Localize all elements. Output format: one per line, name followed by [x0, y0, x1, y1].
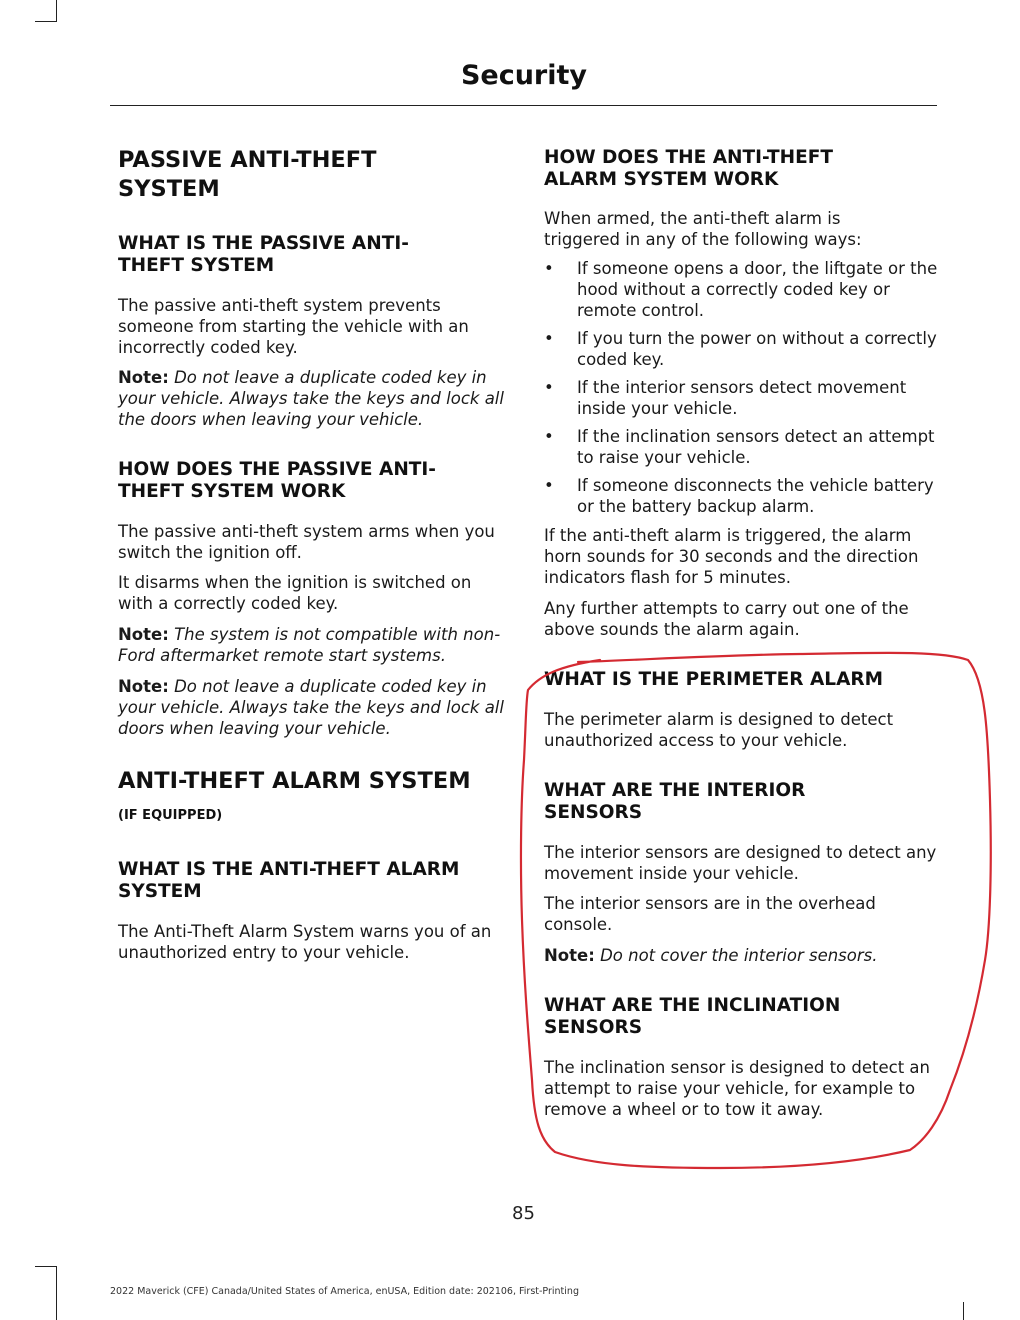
- note-1-text: Do not leave a duplicate coded key in your vehicle. Always take the keys and lock all the doors when leaving your vehicle.: [118, 368, 504, 429]
- how-pats-heading-block: [118, 459, 510, 503]
- further-body-block: [544, 598, 938, 640]
- header-rule: [110, 105, 937, 106]
- note-1: [118, 367, 510, 430]
- interior-body-1: The interior sensors are designed to detect any movement inside your vehicle.: [544, 843, 937, 883]
- what-is-alarm-heading: WHAT IS THE ANTI-THEFT ALARM SYSTEM: [118, 859, 460, 902]
- bullet-marker: •: [544, 259, 554, 278]
- triggered-body: If the anti-theft alarm is triggered, the alarm horn sounds for 30 seconds and the direction indicators flash for 5 minutes.: [544, 526, 919, 587]
- inclination-heading-block: [544, 995, 938, 1039]
- list-item-text: If someone disconnects the vehicle battery or the battery backup alarm.: [577, 476, 934, 516]
- alarm-section-title-block: [118, 767, 510, 796]
- what-is-pats-body-block: [118, 295, 510, 358]
- how-pats-heading: HOW DOES THE PASSIVE ANTI-THEFT SYSTEM WORK: [118, 459, 436, 502]
- alarm-subtitle-block: [118, 807, 510, 825]
- list-item-text: If the interior sensors detect movement inside your vehicle.: [577, 378, 907, 418]
- what-is-pats-body: The passive anti-theft system prevents someone from starting the vehicle with an incorrectly coded key.: [118, 296, 469, 357]
- how-pats-body-1: The passive anti-theft system arms when you switch the ignition off.: [118, 522, 495, 562]
- list-item-text: If someone opens a door, the liftgate or the hood without a correctly coded key or remote control.: [577, 259, 938, 320]
- alarm-subtitle: (IF EQUIPPED): [118, 808, 223, 823]
- note-3: [118, 676, 510, 739]
- further-body: Any further attempts to carry out one of the above sounds the alarm again.: [544, 599, 909, 639]
- note-3-label: Note:: [118, 677, 169, 696]
- perimeter-body: The perimeter alarm is designed to detect unauthorized access to your vehicle.: [544, 710, 894, 750]
- interior-heading: WHAT ARE THE INTERIOR SENSORS: [544, 780, 806, 823]
- note-4: [544, 945, 938, 966]
- how-pats-body-2: It disarms when the ignition is switched on with a correctly coded key.: [118, 573, 472, 613]
- perimeter-heading-block: [544, 669, 938, 691]
- note-2-text: The system is not compatible with non-Ford aftermarket remote start systems.: [118, 625, 501, 665]
- interior-heading-block: [544, 780, 938, 824]
- perimeter-body-block: [544, 709, 938, 751]
- bullet-marker: •: [544, 476, 554, 495]
- trigger-list-block: [544, 258, 938, 524]
- list-item: [544, 377, 938, 419]
- page-section-title: Security: [460, 60, 587, 91]
- alarm-section-title: ANTI-THEFT ALARM SYSTEM: [118, 768, 471, 794]
- footer-edition-info: 2022 Maverick (CFE) Canada/United States of America, enUSA, Edition date: 202106, First-Printing: [110, 1286, 579, 1297]
- bullet-marker: •: [544, 329, 554, 348]
- list-item: [544, 328, 938, 370]
- crop-mark-bottom-right-v: [963, 1302, 964, 1320]
- how-alarm-intro-block: [544, 208, 938, 250]
- note-1-label: Note:: [118, 368, 169, 387]
- trigger-list: [544, 258, 938, 517]
- how-pats-body-1-block: [118, 521, 510, 563]
- note-2-label: Note:: [118, 625, 169, 644]
- list-item-text: If you turn the power on without a correctly coded key.: [577, 329, 937, 369]
- list-item: [544, 475, 938, 517]
- list-item-text: If the inclination sensors detect an attempt to raise your vehicle.: [577, 427, 935, 467]
- how-alarm-heading: HOW DOES THE ANTI-THEFT ALARM SYSTEM WORK: [544, 147, 833, 190]
- how-alarm-intro: When armed, the anti-theft alarm is triggered in any of the following ways:: [544, 209, 862, 249]
- what-is-pats-heading: WHAT IS THE PASSIVE ANTI-THEFT SYSTEM: [118, 233, 409, 276]
- interior-body-1-block: [544, 842, 938, 884]
- bullet-marker: •: [544, 378, 554, 397]
- crop-mark-bottom-left-v: [56, 1266, 57, 1320]
- inclination-heading: WHAT ARE THE INCLINATION SENSORS: [544, 995, 841, 1038]
- crop-mark-top-left-v: [56, 0, 57, 22]
- how-pats-body-2-block: [118, 572, 510, 614]
- what-is-pats-heading-block: [118, 233, 510, 277]
- note-4-label: Note:: [544, 946, 595, 965]
- perimeter-heading: WHAT IS THE PERIMETER ALARM: [544, 669, 884, 690]
- inclination-body: The inclination sensor is designed to detect an attempt to raise your vehicle, for example to remove a wheel or to tow it away.: [544, 1058, 931, 1119]
- interior-body-2-block: [544, 893, 938, 935]
- inclination-body-block: [544, 1057, 938, 1120]
- interior-body-2: The interior sensors are in the overhead console.: [544, 894, 876, 934]
- page-number: 85: [512, 1203, 535, 1224]
- note-4-text: Do not cover the interior sensors.: [600, 946, 878, 965]
- crop-mark-top-left-h: [35, 21, 57, 22]
- list-item: [544, 426, 938, 468]
- pats-section-title-block: [118, 146, 510, 204]
- how-alarm-heading-block: [544, 147, 938, 191]
- pats-section-title: PASSIVE ANTI-THEFT SYSTEM: [118, 147, 377, 202]
- what-is-alarm-heading-block: [118, 859, 510, 903]
- list-item: [544, 258, 938, 321]
- what-is-alarm-body: The Anti-Theft Alarm System warns you of an unauthorized entry to your vehicle.: [118, 922, 492, 962]
- note-3-text: Do not leave a duplicate coded key in your vehicle. Always take the keys and lock all doors when leaving your vehicle.: [118, 677, 504, 738]
- bullet-marker: •: [544, 427, 554, 446]
- triggered-body-block: [544, 525, 938, 588]
- note-2: [118, 624, 510, 666]
- what-is-alarm-body-block: [118, 921, 510, 963]
- crop-mark-bottom-left-h: [35, 1266, 57, 1267]
